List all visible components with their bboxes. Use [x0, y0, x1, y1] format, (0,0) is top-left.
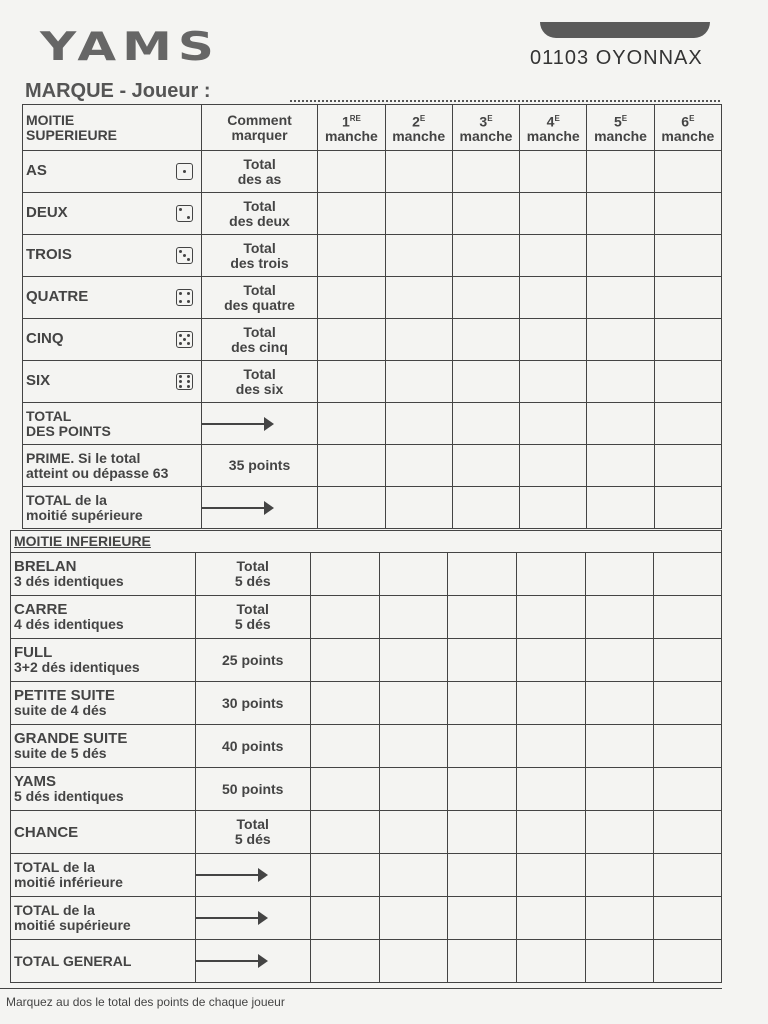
score-cell[interactable] — [654, 361, 721, 403]
row-label: YAMS 5 dés identiques — [11, 768, 196, 811]
score-cell[interactable] — [452, 193, 519, 235]
score-cell[interactable] — [654, 235, 721, 277]
score-cell[interactable] — [520, 445, 587, 487]
score-cell[interactable] — [310, 811, 379, 854]
row-label: PETITE SUITE suite de 4 dés — [11, 682, 196, 725]
score-cell[interactable] — [587, 403, 654, 445]
how-to-score: Total des deux — [201, 193, 318, 235]
footer-note: Marquez au dos le total des points de chaque joueur — [6, 995, 285, 1009]
score-cell[interactable] — [654, 403, 721, 445]
manche-2-header: $2^E$ manche — [385, 105, 452, 151]
score-cell[interactable] — [318, 445, 385, 487]
score-cell[interactable] — [654, 639, 722, 682]
how-to-score: Total 5 dés — [195, 811, 310, 854]
score-cell[interactable] — [448, 553, 517, 596]
score-cell[interactable] — [654, 811, 722, 854]
lower-row — [11, 811, 722, 854]
upper-title — [23, 105, 202, 151]
score-cell[interactable] — [452, 403, 519, 445]
total-upper-arrow — [201, 487, 318, 529]
how-to-score: 25 points — [195, 639, 310, 682]
how-to-score: Total des as — [201, 151, 318, 193]
upper-row-as — [23, 151, 722, 193]
score-cell[interactable] — [520, 235, 587, 277]
footer-divider — [0, 988, 722, 989]
score-cell[interactable] — [654, 854, 722, 897]
total-label: TOTAL GENERAL — [11, 940, 196, 983]
row-label: BRELAN 3 dés identiques — [11, 553, 196, 596]
score-cell[interactable] — [654, 596, 722, 639]
upper-row-deux — [23, 193, 722, 235]
row-label: SIX — [23, 361, 202, 403]
score-cell[interactable] — [520, 487, 587, 529]
lower-row — [11, 553, 722, 596]
row-label: CHANCE — [11, 811, 196, 854]
manche-1-header: 1RE manche — [318, 105, 385, 151]
total-points-row — [23, 403, 722, 445]
manche-4-header: $4^E$ manche — [520, 105, 587, 151]
upper-title-line2: SUPERIEURE — [26, 126, 118, 143]
upper-half-table — [22, 104, 722, 529]
score-cell[interactable] — [586, 553, 654, 596]
score-cell[interactable] — [520, 151, 587, 193]
score-cell[interactable] — [385, 235, 452, 277]
manche-3-header: $3^E$ manche — [452, 105, 519, 151]
score-cell[interactable] — [586, 725, 654, 768]
die-face-4-icon — [176, 289, 193, 306]
score-cell[interactable] — [520, 193, 587, 235]
upper-row-quatre — [23, 277, 722, 319]
score-cell[interactable] — [654, 725, 722, 768]
prime-row — [23, 445, 722, 487]
score-cell[interactable] — [517, 768, 586, 811]
arrow-icon — [195, 940, 310, 983]
address: 01103 OYONNAX — [530, 47, 703, 69]
score-cell[interactable] — [318, 487, 385, 529]
score-cell[interactable] — [379, 596, 448, 639]
score-cell[interactable] — [452, 235, 519, 277]
score-cell[interactable] — [448, 596, 517, 639]
score-cell[interactable] — [385, 361, 452, 403]
score-cell[interactable] — [379, 553, 448, 596]
lower-row — [11, 725, 722, 768]
score-cell[interactable] — [520, 361, 587, 403]
manche-6-header: $6^E$ manche — [654, 105, 721, 151]
score-cell[interactable] — [385, 193, 452, 235]
score-cell[interactable] — [587, 445, 654, 487]
score-cell[interactable] — [586, 897, 654, 940]
score-cell[interactable] — [452, 445, 519, 487]
upper-header-row — [23, 105, 722, 151]
score-cell[interactable] — [517, 940, 586, 983]
arrow-icon — [195, 854, 310, 897]
total-label: TOTAL de la moitié inférieure — [11, 854, 196, 897]
score-cell[interactable] — [587, 319, 654, 361]
score-cell[interactable] — [517, 725, 586, 768]
score-cell[interactable] — [587, 361, 654, 403]
die-face-6-icon — [176, 373, 193, 390]
how-to-score: 30 points — [195, 682, 310, 725]
score-cell[interactable] — [520, 277, 587, 319]
score-cell[interactable] — [654, 682, 722, 725]
how-to-score-header — [201, 105, 318, 151]
how-to-score: 40 points — [195, 725, 310, 768]
score-cell[interactable] — [452, 319, 519, 361]
score-cell[interactable] — [452, 151, 519, 193]
score-cell[interactable] — [448, 940, 517, 983]
die-face-1-icon — [176, 163, 193, 180]
how-to-score: Total des quatre — [201, 277, 318, 319]
score-cell[interactable] — [385, 445, 452, 487]
score-cell[interactable] — [318, 193, 385, 235]
score-cell[interactable] — [586, 854, 654, 897]
score-cell[interactable] — [310, 725, 379, 768]
score-cell[interactable] — [654, 277, 721, 319]
score-cell[interactable] — [379, 682, 448, 725]
lower-row — [11, 682, 722, 725]
score-cell[interactable] — [379, 897, 448, 940]
score-cell[interactable] — [318, 319, 385, 361]
player-name-field[interactable] — [290, 100, 720, 102]
row-label: GRANDE SUITE suite de 5 dés — [11, 725, 196, 768]
lower-title: MOITIE INFERIEURE — [11, 531, 722, 553]
score-cell[interactable] — [448, 639, 517, 682]
score-cell[interactable] — [452, 487, 519, 529]
how-to-score: Total 5 dés — [195, 553, 310, 596]
score-cell[interactable] — [587, 151, 654, 193]
prime-points: 35 points — [201, 445, 318, 487]
score-cell[interactable] — [517, 682, 586, 725]
score-cell[interactable] — [379, 940, 448, 983]
score-cell[interactable] — [452, 277, 519, 319]
score-cell[interactable] — [517, 639, 586, 682]
score-cell[interactable] — [654, 768, 722, 811]
score-cell[interactable] — [310, 897, 379, 940]
score-cell[interactable] — [517, 897, 586, 940]
total-label: TOTAL de la moitié supérieure — [11, 897, 196, 940]
score-cell[interactable] — [379, 639, 448, 682]
yams-logo: YAMS — [40, 24, 220, 70]
total-upper-row — [23, 487, 722, 529]
score-cell[interactable] — [385, 403, 452, 445]
how-title-line2: marquer — [231, 126, 288, 143]
lower-total-row — [11, 940, 722, 983]
score-cell[interactable] — [587, 193, 654, 235]
score-cell[interactable] — [448, 725, 517, 768]
score-cell[interactable] — [310, 682, 379, 725]
lower-row — [11, 768, 722, 811]
score-cell[interactable] — [517, 553, 586, 596]
score-cell[interactable] — [586, 768, 654, 811]
score-cell[interactable] — [318, 277, 385, 319]
how-to-score: Total des trois — [201, 235, 318, 277]
score-cell[interactable] — [448, 682, 517, 725]
prime-label: PRIME. Si le total atteint ou dépasse 63 — [23, 445, 202, 487]
score-cell[interactable] — [448, 768, 517, 811]
score-cell[interactable] — [310, 768, 379, 811]
score-cell[interactable] — [310, 553, 379, 596]
row-label: QUATRE — [23, 277, 202, 319]
score-cell[interactable] — [448, 854, 517, 897]
row-label: FULL 3+2 dés identiques — [11, 639, 196, 682]
upper-row-cinq — [23, 319, 722, 361]
score-cell[interactable] — [654, 151, 721, 193]
cropped-brand-text — [540, 22, 710, 38]
score-cell[interactable] — [586, 639, 654, 682]
score-cell[interactable] — [654, 193, 721, 235]
score-cell[interactable] — [586, 940, 654, 983]
score-cell[interactable] — [448, 897, 517, 940]
marque-joueur-label: MARQUE - Joueur : — [25, 80, 211, 102]
lower-title-row — [11, 531, 722, 553]
lower-total-row — [11, 897, 722, 940]
score-cell[interactable] — [586, 682, 654, 725]
score-cell[interactable] — [586, 596, 654, 639]
score-cell[interactable] — [654, 445, 721, 487]
lower-row — [11, 639, 722, 682]
upper-row-six — [23, 361, 722, 403]
score-cell[interactable] — [318, 361, 385, 403]
score-cell[interactable] — [452, 361, 519, 403]
score-cell[interactable] — [310, 639, 379, 682]
row-label: AS — [23, 151, 202, 193]
row-label: DEUX — [23, 193, 202, 235]
score-cell[interactable] — [654, 319, 721, 361]
row-label: CINQ — [23, 319, 202, 361]
score-cell[interactable] — [379, 854, 448, 897]
score-cell[interactable] — [587, 487, 654, 529]
score-cell[interactable] — [520, 403, 587, 445]
score-cell[interactable] — [448, 811, 517, 854]
score-cell[interactable] — [310, 940, 379, 983]
score-cell[interactable] — [654, 487, 721, 529]
lower-row — [11, 596, 722, 639]
score-cell[interactable] — [587, 235, 654, 277]
score-cell[interactable] — [385, 277, 452, 319]
how-to-score: 50 points — [195, 768, 310, 811]
score-cell[interactable] — [318, 403, 385, 445]
score-cell[interactable] — [654, 940, 722, 983]
total-upper-label: TOTAL de la moitié supérieure — [23, 487, 202, 529]
die-face-3-icon — [176, 247, 193, 264]
score-cell[interactable] — [318, 235, 385, 277]
score-cell[interactable] — [654, 553, 722, 596]
score-cell[interactable] — [379, 768, 448, 811]
how-title-line1: Comment — [227, 111, 292, 128]
total-points-label: TOTAL DES POINTS — [23, 403, 202, 445]
total-points-arrow — [201, 403, 318, 445]
how-to-score: Total 5 dés — [195, 596, 310, 639]
score-cell[interactable] — [517, 854, 586, 897]
score-cell[interactable] — [318, 151, 385, 193]
score-cell[interactable] — [654, 897, 722, 940]
score-cell[interactable] — [517, 596, 586, 639]
die-face-2-icon — [176, 205, 193, 222]
row-label: TROIS — [23, 235, 202, 277]
die-face-5-icon — [176, 331, 193, 348]
score-cell[interactable] — [586, 811, 654, 854]
score-cell[interactable] — [517, 811, 586, 854]
score-cell[interactable] — [310, 854, 379, 897]
score-cell[interactable] — [385, 487, 452, 529]
score-cell[interactable] — [587, 277, 654, 319]
score-cell[interactable] — [520, 319, 587, 361]
upper-row-trois — [23, 235, 722, 277]
upper-title-line1: MOITIE — [26, 111, 75, 128]
how-to-score: Total des six — [201, 361, 318, 403]
score-cell[interactable] — [379, 811, 448, 854]
how-to-score: Total des cinq — [201, 319, 318, 361]
arrow-icon — [195, 897, 310, 940]
row-label: CARRE 4 dés identiques — [11, 596, 196, 639]
score-cell[interactable] — [310, 596, 379, 639]
score-cell[interactable] — [385, 151, 452, 193]
manche-5-header: $5^E$ manche — [587, 105, 654, 151]
lower-total-row — [11, 854, 722, 897]
lower-half-table — [10, 530, 722, 983]
score-cell[interactable] — [379, 725, 448, 768]
score-cell[interactable] — [385, 319, 452, 361]
